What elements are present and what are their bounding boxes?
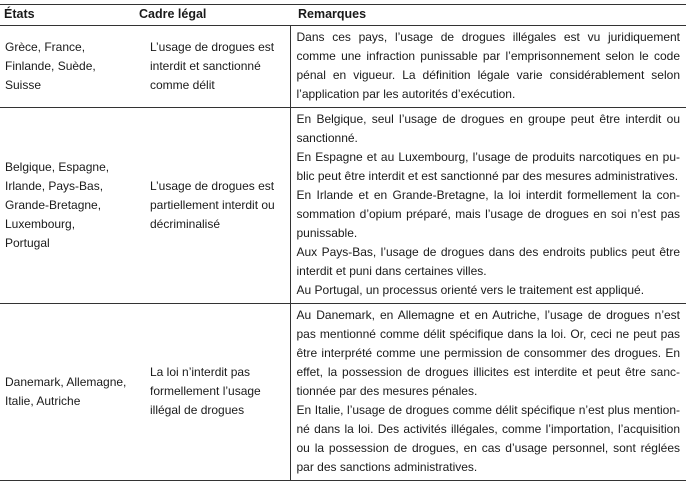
frame-line: décriminalisé xyxy=(150,216,221,231)
states-line: Suisse xyxy=(5,77,42,92)
header-states: États xyxy=(0,5,135,26)
table-row xyxy=(0,108,686,304)
remark-paragraph: Au Portugal, un processus orienté vers le traitement est appliqué. xyxy=(296,283,645,297)
states-cell xyxy=(0,304,135,481)
states-line: Grande-Bretagne, xyxy=(5,197,102,212)
states-line: Irlande, Pays-Bas, xyxy=(5,178,104,193)
table-row xyxy=(0,304,686,481)
frame-line: L’usage de drogues est xyxy=(150,178,275,193)
frame-line: L’usage de drogues est xyxy=(150,39,275,54)
frame-line: La loi n’interdit pas xyxy=(150,365,251,379)
frame-line: illégal de drogues xyxy=(150,403,245,417)
remark-paragraph: Aux Pays-Bas, l’usage de drogues dans des endroits publics peut être interdit et puni dans certaines villes. xyxy=(296,245,680,278)
states-line: Finlande, Suède, xyxy=(5,58,96,73)
remarks-cell xyxy=(290,26,686,108)
remark-paragraph: Dans ces pays, l’usage de drogues illégales est vu juridiquement comme une infraction punissable par l’emprisonnement selon le code pénal en vigueur. La définition légale varie considérablement selon l’application par les autorités d’exécution. xyxy=(296,30,680,101)
remark-paragraph: En Italie, l’usage de drogues comme délit spécifique n’est plus mentionné dans la loi. Des activités illégales, comme l’importation, l’acquisition ou la possession de drogues, en cas d’usage personnel, sont réglées par des sanctions administratives. xyxy=(296,403,680,474)
header-legal-frame: Cadre légal xyxy=(135,5,290,26)
legal-frame-cell xyxy=(135,108,290,304)
states-cell xyxy=(0,26,135,108)
states-line: Belgique, Espagne, xyxy=(5,159,110,174)
states-line: Danemark, Allemagne, xyxy=(5,374,127,389)
frame-line: interdit et sanctionné xyxy=(150,58,261,73)
frame-line: partiellement interdit ou xyxy=(150,197,275,212)
states-line: Portugal xyxy=(5,235,50,250)
remarks-cell xyxy=(290,304,686,481)
states-line: Luxembourg, xyxy=(5,216,76,231)
legal-frame-cell xyxy=(135,26,290,108)
states-cell xyxy=(0,108,135,304)
frame-line: comme délit xyxy=(150,77,215,92)
table-row xyxy=(0,26,686,108)
remark-paragraph: Au Danemark, en Allemagne et en Autriche, l’usage de drogues n’est pas mentionné comme délit spécifique dans la loi. Or, ceci ne peut pas être interprété comme une permission de consommer des drogues. En effet, la possession de drogues illicites est interdite et peut être sanctionnée par des mesures pénales. xyxy=(296,308,680,398)
remark-paragraph: En Espagne et au Luxembourg, l’usage de produits narcotiques en public peut être interdit et est sanctionné par des mesures administratives. xyxy=(296,150,680,183)
drug-law-table xyxy=(0,4,686,481)
legal-frame-cell xyxy=(135,304,290,481)
header-remarks: Remarques xyxy=(290,5,686,26)
table-header-row xyxy=(0,5,686,26)
frame-line: formellement l’usage xyxy=(150,384,261,398)
states-line: Italie, Autriche xyxy=(5,393,81,408)
states-line: Grèce, France, xyxy=(5,39,86,54)
remark-paragraph: En Belgique, seul l’usage de drogues en groupe peut être interdit ou sanctionné. xyxy=(296,112,680,145)
remark-paragraph: En Irlande et en Grande-Bretagne, la loi interdit formellement la consommation d’opium préparé, mais l’usage de drogues en soi n’est pas punissable. xyxy=(296,188,680,240)
remarks-cell xyxy=(290,108,686,304)
